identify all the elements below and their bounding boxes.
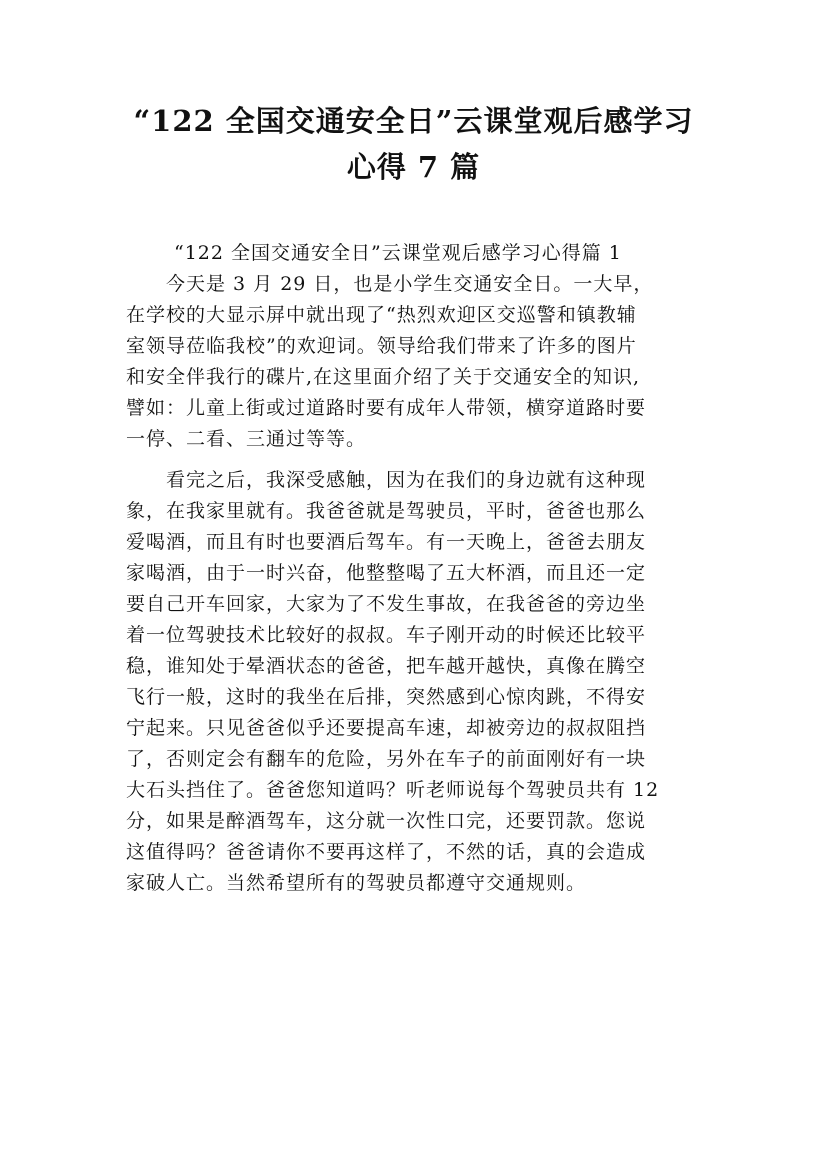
- title-line-2: 心得 7 篇: [346, 150, 481, 184]
- paragraph-2-line: 飞行一般，这时的我坐在后排，突然感到心惊肉跳，不得安: [126, 686, 647, 708]
- paragraph-2-line: 大石头挡住了。爸爸您知道吗？听老师说每个驾驶员共有 12: [126, 779, 660, 801]
- paragraph-2-line: 家破人亡。当然希望所有的驾驶员都遵守交通规则。: [126, 872, 587, 894]
- paragraph-2-line: 看完之后，我深受感触，因为在我们的身边就有这种现: [166, 469, 647, 491]
- paragraph-2: [126, 465, 706, 899]
- document-body: [126, 238, 706, 899]
- paragraph-2-line: 着一位驾驶技术比较好的叔叔。车子刚开动的时候还比较平: [126, 624, 647, 646]
- paragraph-1-line: 一停、二看、三通过等等。: [126, 428, 367, 450]
- paragraph-2-line: 这值得吗？爸爸请你不要再这样了，不然的话，真的会造成: [126, 841, 647, 863]
- paragraph-1-line: 和安全伴我行的碟片,在这里面介绍了关于交通安全的知识,: [126, 366, 641, 388]
- title-line-1: “122 全国交通安全日”云课堂观后感学习: [133, 104, 694, 138]
- document-title: [100, 98, 727, 190]
- paragraph-2-line: 了，否则定会有翻车的危险，另外在车子的前面刚好有一块: [126, 748, 647, 770]
- paragraph-2-line: 宁起来。只见爸爸似乎还要提高车速，却被旁边的叔叔阻挡: [126, 717, 647, 739]
- paragraph-2-line: 要自己开车回家，大家为了不发生事故，在我爸爸的旁边坐: [126, 593, 647, 615]
- paragraph-2-line: 分，如果是醉酒驾车，这分就一次性口完，还要罚款。您说: [126, 810, 647, 832]
- paragraph-2-line: 家喝酒，由于一时兴奋，他整整喝了五大杯酒，而且还一定: [126, 562, 647, 584]
- paragraph-2-line: 象，在我家里就有。我爸爸就是驾驶员，平时，爸爸也那么: [126, 500, 647, 522]
- paragraph-1-line: 譬如：儿童上街或过道路时要有成年人带领，横穿道路时要: [126, 397, 647, 419]
- section-subtitle: “122 全国交通安全日”云课堂观后感学习心得篇 1: [174, 242, 622, 264]
- paragraph-2-line: 稳，谁知处于晕酒状态的爸爸，把车越开越快，真像在腾空: [126, 655, 647, 677]
- paragraph-2-line: 爱喝酒，而且有时也要酒后驾车。有一天晚上，爸爸去朋友: [126, 531, 647, 553]
- paragraph-1-line: 今天是 3 月 29 日，也是小学生交通安全日。一大早，: [166, 273, 654, 295]
- paragraph-1-line: 室领导莅临我校”的欢迎词。领导给我们带来了许多的图片: [126, 335, 637, 357]
- paragraph-spacer: [126, 455, 706, 465]
- paragraph-1-line: 在学校的大显示屏中就出现了“热烈欢迎区交巡警和镇教辅: [126, 304, 637, 326]
- paragraph-1: [126, 269, 706, 455]
